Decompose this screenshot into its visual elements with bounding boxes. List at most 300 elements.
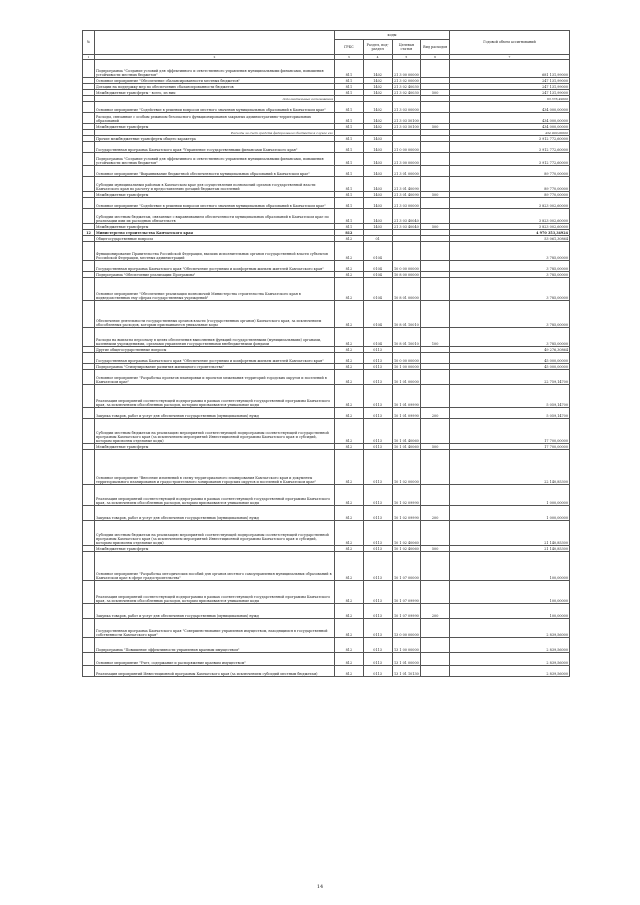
cell-vr xyxy=(421,261,450,272)
cell-g: 812 xyxy=(335,261,364,272)
cell-vr xyxy=(421,278,450,301)
cell-vr xyxy=(421,638,450,653)
cell-r: 1403 xyxy=(363,166,392,177)
cell-r: 0113 xyxy=(363,521,392,546)
cell-g: 811 xyxy=(335,224,364,230)
cell-g: 811 xyxy=(335,124,364,130)
cell-vr: 500 xyxy=(421,124,450,130)
cell-sum: 247 131,99000 xyxy=(450,90,570,96)
table-row xyxy=(83,408,570,419)
cell-name: Дотации на поддержку мер по обеспечению сбалансированности бюджетов xyxy=(95,84,335,90)
cell-cs: 13 1 00 00000 xyxy=(392,638,421,653)
cell-n xyxy=(83,653,95,666)
header-vr: Вид расходов xyxy=(421,40,450,55)
cell-g: 812 xyxy=(335,230,364,236)
cell-r: 0113 xyxy=(363,385,392,408)
cell-name: Основное мероприятие "Разработка проектов планировки и проектов межевания территорий городских округов и поселений в Камчатском крае" xyxy=(95,370,335,385)
cell-name: Основное мероприятие "Внесение изменений в схему территориального планирования Камчатского края и документы территориального планирования и градостроительного зонирования городских округов и поселений в Камчатском крае" xyxy=(95,450,335,485)
cell-vr: 100 xyxy=(421,328,450,347)
cell-vr xyxy=(421,209,450,224)
cell-r: 1402 xyxy=(363,78,392,84)
cell-name: Основное мероприятие "Содействие в решении вопросов местного значения муниципальных образований в Камчатском крае" xyxy=(95,102,335,113)
cell-sum: 45 000,00000 xyxy=(450,353,570,364)
cell-g: 812 xyxy=(335,408,364,419)
cell-g: 812 xyxy=(335,242,364,261)
cell-n xyxy=(83,552,95,581)
cell-n xyxy=(83,385,95,408)
cell-name: Прочие межбюджетные трансферты общего характера xyxy=(95,136,335,142)
cell-name: Подпрограмма "Обеспечение реализации Программы" xyxy=(95,272,335,278)
cell-r: 0113 xyxy=(363,347,392,353)
table-row xyxy=(83,450,570,485)
cell-n xyxy=(83,142,95,153)
table-row xyxy=(83,385,570,408)
cell-r: 0113 xyxy=(363,444,392,450)
cell-cs: 21 3 01 40090 xyxy=(392,177,421,192)
cell-name: Реализация мероприятий Инвестиционной программы Камчатского края (за исключением субсидий местным бюджетам) xyxy=(95,666,335,677)
header-sum: Годовой объем ассигнований xyxy=(450,31,570,55)
cell-name: Обеспечение деятельности государственных органов власти (государственных органов) Камчатского края, за исключением обособленных расходов, которым присваиваются уникальные коды xyxy=(95,301,335,328)
cell-n xyxy=(83,153,95,166)
cell-cs: 10 1 00 00000 xyxy=(393,365,419,369)
cell-g: 812 xyxy=(335,353,364,364)
cell-name: Основное мероприятие "Выравнивание бюджетной обеспеченности муниципальных образований в Камчатском крае" xyxy=(95,166,335,177)
cell-r: 0104 xyxy=(363,301,392,328)
cell-cs: 10 1 07 09990 xyxy=(392,604,421,619)
cell-vr xyxy=(421,142,450,153)
cell-n xyxy=(83,166,95,177)
cell-vr xyxy=(421,619,450,638)
cell-r: 0113 xyxy=(363,546,392,552)
cell-n xyxy=(83,666,95,677)
cell-r: 1402 xyxy=(363,84,392,90)
cell-name: Подпрограмма "Создание условий для эффективного и ответственного управления муниципальными финансами, повышения устойчивости местных бюджетов" xyxy=(95,153,335,166)
cell-g: 811 xyxy=(335,136,364,142)
cell-g: 812 xyxy=(335,444,364,450)
cell-cs: 10 1 02 00000 xyxy=(392,450,421,485)
cell-g: 811 xyxy=(335,142,364,153)
cell-cs: 10 0 00 00000 xyxy=(392,353,421,364)
table-row xyxy=(83,60,570,78)
cell-sum: 3 823 002,60000 xyxy=(450,209,570,224)
cell-r: 1403 xyxy=(363,192,392,198)
cell-sum: 1 000,00000 xyxy=(450,485,570,506)
cell-sum: 21 140,85300 xyxy=(450,521,570,546)
table-row xyxy=(83,261,570,272)
cell-g: 812 xyxy=(335,666,364,677)
cell-n xyxy=(83,353,95,364)
cell-g: 811 xyxy=(335,60,364,78)
cell-g: 811 xyxy=(335,90,364,96)
cell-name: Основное мероприятие "Обеспечение сбалансированности местных бюджетов" xyxy=(95,78,335,84)
cell-r: 0113 xyxy=(363,485,392,506)
cell-sum: 3 823 002,60000 xyxy=(450,224,570,230)
cell-sum: 3 912 772,60000 xyxy=(450,142,570,153)
cell-g: 811 xyxy=(335,177,364,192)
cell-sum: 22 759,14700 xyxy=(450,370,570,385)
table-row xyxy=(83,301,570,328)
cell-n xyxy=(83,278,95,301)
cell-name: Закупка товаров, работ и услуг для обеспечения государственных (муниципальных) нужд xyxy=(95,506,335,521)
cell-r: 1403 xyxy=(363,198,392,209)
cell-n xyxy=(83,619,95,638)
table-row xyxy=(83,153,570,166)
cell-g: 812 xyxy=(335,653,364,666)
cell-vr xyxy=(421,353,450,364)
cell-r: 1403 xyxy=(363,224,392,230)
cell-sum: 3 785,00000 xyxy=(450,261,570,272)
cell-r: 0113 xyxy=(363,450,392,485)
cell-name: Основное мероприятие "Разработка методических пособий для органов местного самоуправления муниципальных образований в Камчатском крае в сфере градостроительства" xyxy=(95,552,335,581)
cell-vr xyxy=(421,102,450,113)
cell-name: Подпрограмма "Создание условий для эффективного и ответственного управления муниципальными финансами, повышения устойчивости местных бюджетов" xyxy=(95,60,335,78)
cell-r: 1403 xyxy=(363,153,392,166)
cell-name: Субсидии местным бюджетам, связанные с выравниванием обеспеченности муниципальных образований в Камчатском крае по реализации ими их расходных обязательств xyxy=(95,209,335,224)
cell-r: 0104 xyxy=(363,272,392,278)
cell-g: 811 xyxy=(335,78,364,84)
cell-n xyxy=(83,604,95,619)
cell-vr xyxy=(421,653,450,666)
cell-g: 811 xyxy=(335,209,364,224)
cell-cs: 21 3 03 00000 xyxy=(392,102,421,113)
cell-name: Государственная программа Камчатского края "Управление государственными финансами Камчатского края" xyxy=(95,142,335,153)
cell-cs: 21 3 01 40090 xyxy=(393,193,419,197)
cell-r: 01 xyxy=(363,236,392,242)
cell-sum: 53 061,30864 xyxy=(450,236,570,242)
cell-g: 812 xyxy=(335,638,364,653)
cell-sum: 434 000,00000 xyxy=(450,124,570,130)
cell-g: 812 xyxy=(335,485,364,506)
table-row xyxy=(83,638,570,653)
cell-name: Расходы на выплаты персоналу в целях обеспечения выполнения функций государственными (муниципальными) органами, казенными учреждениями, органами управления государственными внебюджетными фондами xyxy=(95,328,335,347)
cell-name: Государственная программа Камчатского края "Обеспечение доступным и комфортным жильем жителей Камчатского края" xyxy=(95,261,335,272)
cell-n xyxy=(83,485,95,506)
cell-cs: 21 3 03 40040 xyxy=(392,209,421,224)
cell-r: 1403 xyxy=(363,177,392,192)
cell-n xyxy=(83,209,95,224)
cell-cs: 13 1 01 10130 xyxy=(392,666,421,677)
cell-vr xyxy=(421,242,450,261)
cell-g: 812 xyxy=(335,419,364,444)
cell-vr: 200 xyxy=(421,604,450,619)
cell-n xyxy=(83,506,95,521)
cell-vr: 500 xyxy=(421,444,450,450)
col-number: 3 xyxy=(335,55,364,60)
table-row xyxy=(83,506,570,521)
cell-cs: 10 1 07 00000 xyxy=(392,552,421,581)
cell-name: Государственная программа Камчатского края "Совершенствование управления имуществом, находящимся в государственной собственности Камчатского края" xyxy=(95,619,335,638)
cell-g: 811 xyxy=(335,84,364,90)
cell-name: Подпрограмма "Стимулирование развития жилищного строительства" xyxy=(95,364,335,370)
cell-r: 0104 xyxy=(363,328,392,347)
table-row xyxy=(83,604,570,619)
cell-sum: 5 059,14700 xyxy=(450,385,570,408)
cell-n xyxy=(83,450,95,485)
cell-r: 0113 xyxy=(363,552,392,581)
cell-n xyxy=(83,60,95,78)
header-grbs: ГРБС xyxy=(335,40,364,55)
cell-name: Реализация мероприятий соответствующей подпрограммы в рамках соответствующей государственной программы Камчатского края, за исключением обособленных расходов, которым присваиваются уникальные коды xyxy=(95,385,335,408)
table-row xyxy=(83,328,570,347)
header-razdel: Раздел, под-раздел xyxy=(363,40,392,55)
cell-sum: 3 785,00000 xyxy=(450,301,570,328)
cell-cs: 10 1 01 09990 xyxy=(392,385,421,408)
cell-cs: 21 3 02 40030 xyxy=(393,85,419,89)
cell-n xyxy=(83,638,95,653)
cell-r: 0113 xyxy=(363,666,392,677)
cell-cs: 21 3 01 00000 xyxy=(392,166,421,177)
cell-vr: 500 xyxy=(421,224,450,230)
cell-sum: 3 785,00000 xyxy=(450,278,570,301)
col-number: 2 xyxy=(95,55,335,60)
cell-sum: 3 912 772,60000 xyxy=(450,153,570,166)
table-row xyxy=(83,102,570,113)
cell-vr: 200 xyxy=(421,408,450,419)
cell-n xyxy=(83,328,95,347)
cell-r: 1402 xyxy=(363,60,392,78)
cell-r: 1402 xyxy=(363,124,392,130)
cell-g: 812 xyxy=(335,604,364,619)
cell-cs: 21 3 00 00000 xyxy=(392,60,421,78)
cell-g: 811 xyxy=(335,113,364,124)
table-row xyxy=(83,666,570,677)
cell-cs: 21 3 03 40040 xyxy=(393,225,419,229)
cell-sum: 2 839,56000 xyxy=(450,653,570,666)
budget-table xyxy=(82,30,570,677)
cell-cs: 10 1 01 40060 xyxy=(393,445,419,449)
cell-g: 812 xyxy=(335,546,364,552)
cell-g: 812 xyxy=(335,364,364,370)
cell-name: Межбюджетные трансферты xyxy=(95,192,335,198)
cell-n xyxy=(83,521,95,546)
cell-vr xyxy=(421,385,450,408)
cell-cs xyxy=(392,242,421,261)
cell-name: Субсидии муниципальным районам в Камчатском крае для осуществления полномочий органов государственной власти Камчатского края по расчету и предоставлению дотаций бюджетам поселений xyxy=(95,177,335,192)
cell-vr xyxy=(421,370,450,385)
table-body xyxy=(83,60,570,677)
cell-r: 1403 xyxy=(363,209,392,224)
cell-r: 0113 xyxy=(363,638,392,653)
cell-vr xyxy=(421,485,450,506)
cell-sum: 2 839,56000 xyxy=(450,666,570,677)
header-cs: Целевая статья xyxy=(392,40,421,55)
table-row xyxy=(83,552,570,581)
cell-sum: 49 276,30864 xyxy=(450,347,570,353)
cell-cs: 21 3 03 00000 xyxy=(392,198,421,209)
cell-vr xyxy=(421,301,450,328)
cell-cs: 21 3 03 50100 xyxy=(393,125,419,129)
table-row xyxy=(83,419,570,444)
cell-r: 0104 xyxy=(363,261,392,272)
cell-cs: 13 0 00 00000 xyxy=(392,619,421,638)
cell-g: 812 xyxy=(335,506,364,521)
cell-cs: 10 1 01 00000 xyxy=(392,370,421,385)
cell-vr xyxy=(421,581,450,604)
cell-g: 812 xyxy=(335,450,364,485)
cell-vr: 200 xyxy=(421,506,450,521)
cell-name: Функционирование Правительства Российской Федерации, высших исполнительных органов государственной власти субъектов Российской Федерации, местных администраций xyxy=(95,242,335,261)
cell-vr xyxy=(421,666,450,677)
cell-n xyxy=(83,581,95,604)
cell-g: 812 xyxy=(335,301,364,328)
cell-sum: 434 000,00000 xyxy=(450,113,570,124)
cell-n xyxy=(83,102,95,113)
cell-g: 812 xyxy=(335,328,364,347)
cell-r: 0113 xyxy=(363,619,392,638)
cell-cs: 10 1 01 40060 xyxy=(392,419,421,444)
cell-name: Подпрограмма "Повышение эффективности управления краевым имуществом" xyxy=(95,638,335,653)
cell-n: 12 xyxy=(83,230,95,236)
cell-cs: 13 1 01 00000 xyxy=(392,653,421,666)
cell-name: Основное мероприятие "Содействие в решении вопросов местного значения муниципальных образований в Камчатском крае" xyxy=(95,198,335,209)
cell-cs: 21 3 02 00000 xyxy=(393,79,419,83)
header-codes: коды xyxy=(335,31,450,40)
cell-sum: 100,00000 xyxy=(450,552,570,581)
cell-name: Межбюджетные трансферты xyxy=(95,124,335,130)
cell-r: 0104 xyxy=(363,278,392,301)
cell-n xyxy=(83,301,95,328)
table-row xyxy=(83,198,570,209)
cell-cs: 10 8 01 10010 xyxy=(392,328,421,347)
cell-name: Межбюджетные трансферты xyxy=(95,444,335,450)
cell-r: 0113 xyxy=(363,408,392,419)
cell-name: Расходы за счет средств федерального бюджета в случае его xyxy=(95,130,335,136)
cell-sum: 247 131,99000 xyxy=(450,78,570,84)
col-number: 1 xyxy=(83,55,95,60)
table-row xyxy=(83,521,570,546)
cell-sum: 100,00000 xyxy=(450,604,570,619)
table-row xyxy=(83,653,570,666)
cell-sum: 4 970 353,34924 xyxy=(450,230,570,236)
table-row xyxy=(83,370,570,385)
cell-sum: 434 000,00000 xyxy=(450,130,570,136)
cell-cs: 10 8 01 00000 xyxy=(392,278,421,301)
cell-cs: 10 8 00 00000 xyxy=(393,273,419,277)
cell-sum: 17 700,00000 xyxy=(450,419,570,444)
cell-sum: 681 131,99000 xyxy=(450,60,570,78)
cell-sum: 21 140,85300 xyxy=(450,546,570,552)
table-row xyxy=(83,353,570,364)
cell-n xyxy=(83,113,95,124)
cell-vr xyxy=(421,521,450,546)
cell-vr xyxy=(421,153,450,166)
table-row xyxy=(83,619,570,638)
cell-sum: 3 785,00000 xyxy=(450,272,570,278)
cell-vr: 500 xyxy=(421,90,450,96)
cell-g: 812 xyxy=(335,347,364,353)
cell-n xyxy=(83,419,95,444)
cell-name: Закупка товаров, работ и услуг для обеспечения государственных (муниципальных) нужд xyxy=(95,604,335,619)
cell-vr xyxy=(421,113,450,124)
cell-cs: 10 1 02 40060 xyxy=(393,547,419,551)
cell-r: 0113 xyxy=(363,653,392,666)
cell-sum: 2 839,56000 xyxy=(450,638,570,653)
cell-name: Реализация мероприятий соответствующей подпрограммы в рамках соответствующей государственной программы Камчатского края, за исключением обособленных расходов, которым присваиваются уникальные коды xyxy=(95,485,335,506)
cell-name: Основное мероприятие "Учет, содержание и распоряжение краевым имуществом" xyxy=(95,653,335,666)
cell-cs: 21 3 00 00000 xyxy=(392,153,421,166)
cell-sum: 89 770,00000 xyxy=(450,166,570,177)
cell-r: 0104 xyxy=(363,242,392,261)
cell-cs: 21 3 02 40030 xyxy=(393,91,419,95)
cell-n xyxy=(83,177,95,192)
table-row xyxy=(83,113,570,124)
header-name xyxy=(95,31,335,55)
cell-g: 812 xyxy=(335,236,364,242)
cell-sum: 100,00000 xyxy=(450,581,570,604)
cell-r: 1402 xyxy=(363,102,392,113)
cell-vr xyxy=(421,198,450,209)
table-row xyxy=(83,166,570,177)
cell-name: Общегосударственные вопросы xyxy=(95,236,335,242)
cell-g: 811 xyxy=(335,192,364,198)
cell-g: 812 xyxy=(335,370,364,385)
cell-vr: 500 xyxy=(421,192,450,198)
cell-sum: 3 785,00000 xyxy=(450,242,570,261)
cell-sum: 22 140,85300 xyxy=(450,450,570,485)
cell-name: Субсидии местным бюджетам на реализацию мероприятий соответствующей подпрограммы соответствующей государственной программы Камчатского края (за исключением мероприятий Инвестиционной программы Камчатского края и субсидий, которым присвоены отдельные коды) xyxy=(95,419,335,444)
cell-r: 0113 xyxy=(363,364,392,370)
cell-sum: 3 823 002,60000 xyxy=(450,198,570,209)
cell-sum: 17 700,00000 xyxy=(450,444,570,450)
cell-sum: 2 839,56000 xyxy=(450,619,570,638)
cell-g: 811 xyxy=(335,166,364,177)
cell-n xyxy=(83,370,95,385)
cell-sum: 89 770,00000 xyxy=(450,192,570,198)
col-number: 4 xyxy=(363,55,392,60)
cell-vr xyxy=(421,419,450,444)
cell-n xyxy=(83,408,95,419)
cell-n xyxy=(83,261,95,272)
cell-cs: 10 1 02 09990 xyxy=(392,506,421,521)
cell-g: 812 xyxy=(335,272,364,278)
cell-cs: 10 1 07 09990 xyxy=(392,581,421,604)
budget-table-sheet xyxy=(82,30,570,677)
cell-g: 812 xyxy=(335,581,364,604)
cell-name: Основное мероприятие "Обеспечение реализации полномочий Министерства строительства Камчатского края в подведомственных ему сферах государственных учреждений" xyxy=(95,278,335,301)
cell-cs: 10 1 02 09990 xyxy=(392,485,421,506)
cell-r: 0113 xyxy=(363,506,392,521)
cell-name: Субсидии местным бюджетам на реализацию мероприятий соответствующей подпрограммы соответствующей государственной программы Камчатского края (за исключением мероприятий Инвестиционной программы Камчатского края и субсидий, которым присвоены отдельные коды) xyxy=(95,521,335,546)
table-row xyxy=(83,177,570,192)
cell-cs: 10 1 02 40060 xyxy=(392,521,421,546)
cell-g: 811 xyxy=(335,153,364,166)
cell-vr: 500 xyxy=(421,546,450,552)
cell-g: 811 xyxy=(335,198,364,209)
cell-name: Межбюджетные трансферты xyxy=(95,224,335,230)
table-row xyxy=(83,485,570,506)
cell-r: 1403 xyxy=(363,142,392,153)
header-num: № xyxy=(83,31,95,55)
cell-r: 0113 xyxy=(363,604,392,619)
cell-cs: 21 3 03 50100 xyxy=(392,113,421,124)
cell-sum: 247 131,99000 xyxy=(450,84,570,90)
cell-sum: 63 376,49000 xyxy=(450,96,570,102)
table-row xyxy=(83,209,570,224)
cell-g: 811 xyxy=(335,102,364,113)
cell-r: 1403 xyxy=(363,136,392,142)
cell-r: 1402 xyxy=(363,90,392,96)
cell-name: Другие общегосударственные вопросы xyxy=(95,347,335,353)
table-row xyxy=(83,142,570,153)
table-row xyxy=(83,242,570,261)
col-number: 7 xyxy=(450,55,570,60)
cell-g: 812 xyxy=(335,385,364,408)
cell-r: 0113 xyxy=(363,581,392,604)
cell-r: 0113 xyxy=(363,353,392,364)
cell-name: Закупка товаров, работ и услуг для обеспечения государственных (муниципальных) нужд xyxy=(95,408,335,419)
cell-name: Реализация мероприятий соответствующей подпрограммы в рамках соответствующей государственной программы Камчатского края, за исключением обособленных расходов, которым присваиваются уникальные коды xyxy=(95,581,335,604)
cell-sum: 1 000,00000 xyxy=(450,506,570,521)
